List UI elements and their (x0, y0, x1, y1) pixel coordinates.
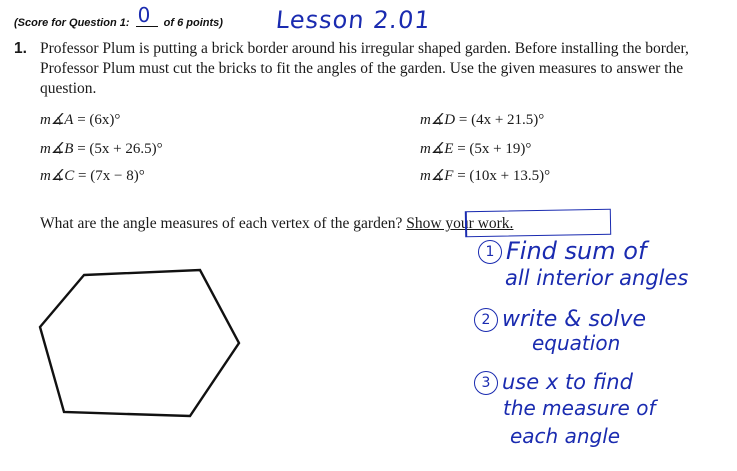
step-1 (478, 238, 646, 264)
step-line: write & solve (502, 307, 647, 332)
step-2 (474, 307, 646, 333)
measure-d (420, 110, 544, 129)
show-work-box (465, 209, 611, 238)
garden-hexagon (30, 265, 250, 425)
measure-c (40, 166, 145, 185)
measure-label: m∡E (420, 141, 454, 157)
step-3-line-2: the measure of (503, 396, 656, 420)
measure-label: m∡F (420, 168, 454, 184)
measure-label: m∡B (40, 141, 74, 157)
step-line: use x to find (502, 370, 633, 394)
question-number: 1. (14, 40, 27, 57)
step-line: Find sum of (506, 237, 647, 265)
lesson-note: Lesson 2.01 (274, 6, 433, 34)
prompt-line (40, 215, 513, 233)
step-3-line-3: each angle (510, 424, 621, 448)
measure-f (420, 166, 550, 185)
score-blank (136, 3, 158, 27)
score-line (14, 3, 223, 29)
step-number-circle: 1 (478, 240, 502, 264)
step-3 (474, 369, 633, 395)
measure-a (40, 110, 120, 129)
step-1-line-2: all interior angles (505, 266, 689, 290)
measure-expr: = (6x)° (77, 112, 121, 128)
question-text: Professor Plum is putting a brick border around his irregular shaped garden. Before installing the border, Professor Plum must cut the bricks to fit the angles of the garden. Use the given measures to answer the question. (40, 40, 689, 97)
measure-expr: = (4x + 21.5)° (458, 112, 545, 128)
show-work-text: Show your work. (406, 215, 514, 232)
step-number-circle: 3 (474, 371, 498, 395)
step-number-circle: 2 (474, 308, 498, 332)
measure-e (420, 139, 531, 158)
measure-expr: = (10x + 13.5)° (457, 168, 551, 184)
prompt-text: What are the angle measures of each vertex of the garden? (40, 215, 403, 232)
score-suffix: of 6 points) (163, 17, 223, 29)
hexagon-outline (40, 270, 239, 416)
measure-b (40, 139, 163, 158)
measure-expr: = (5x + 19)° (457, 141, 532, 157)
measure-expr: = (5x + 26.5)° (77, 141, 163, 157)
measure-expr: = (7x − 8)° (78, 168, 145, 184)
measure-label: m∡D (420, 112, 456, 128)
score-value: 0 (137, 3, 151, 27)
measure-label: m∡C (40, 168, 75, 184)
measure-label: m∡A (40, 112, 74, 128)
step-2-line-2: equation (532, 331, 621, 355)
score-prefix: (Score for Question 1: (14, 17, 130, 29)
